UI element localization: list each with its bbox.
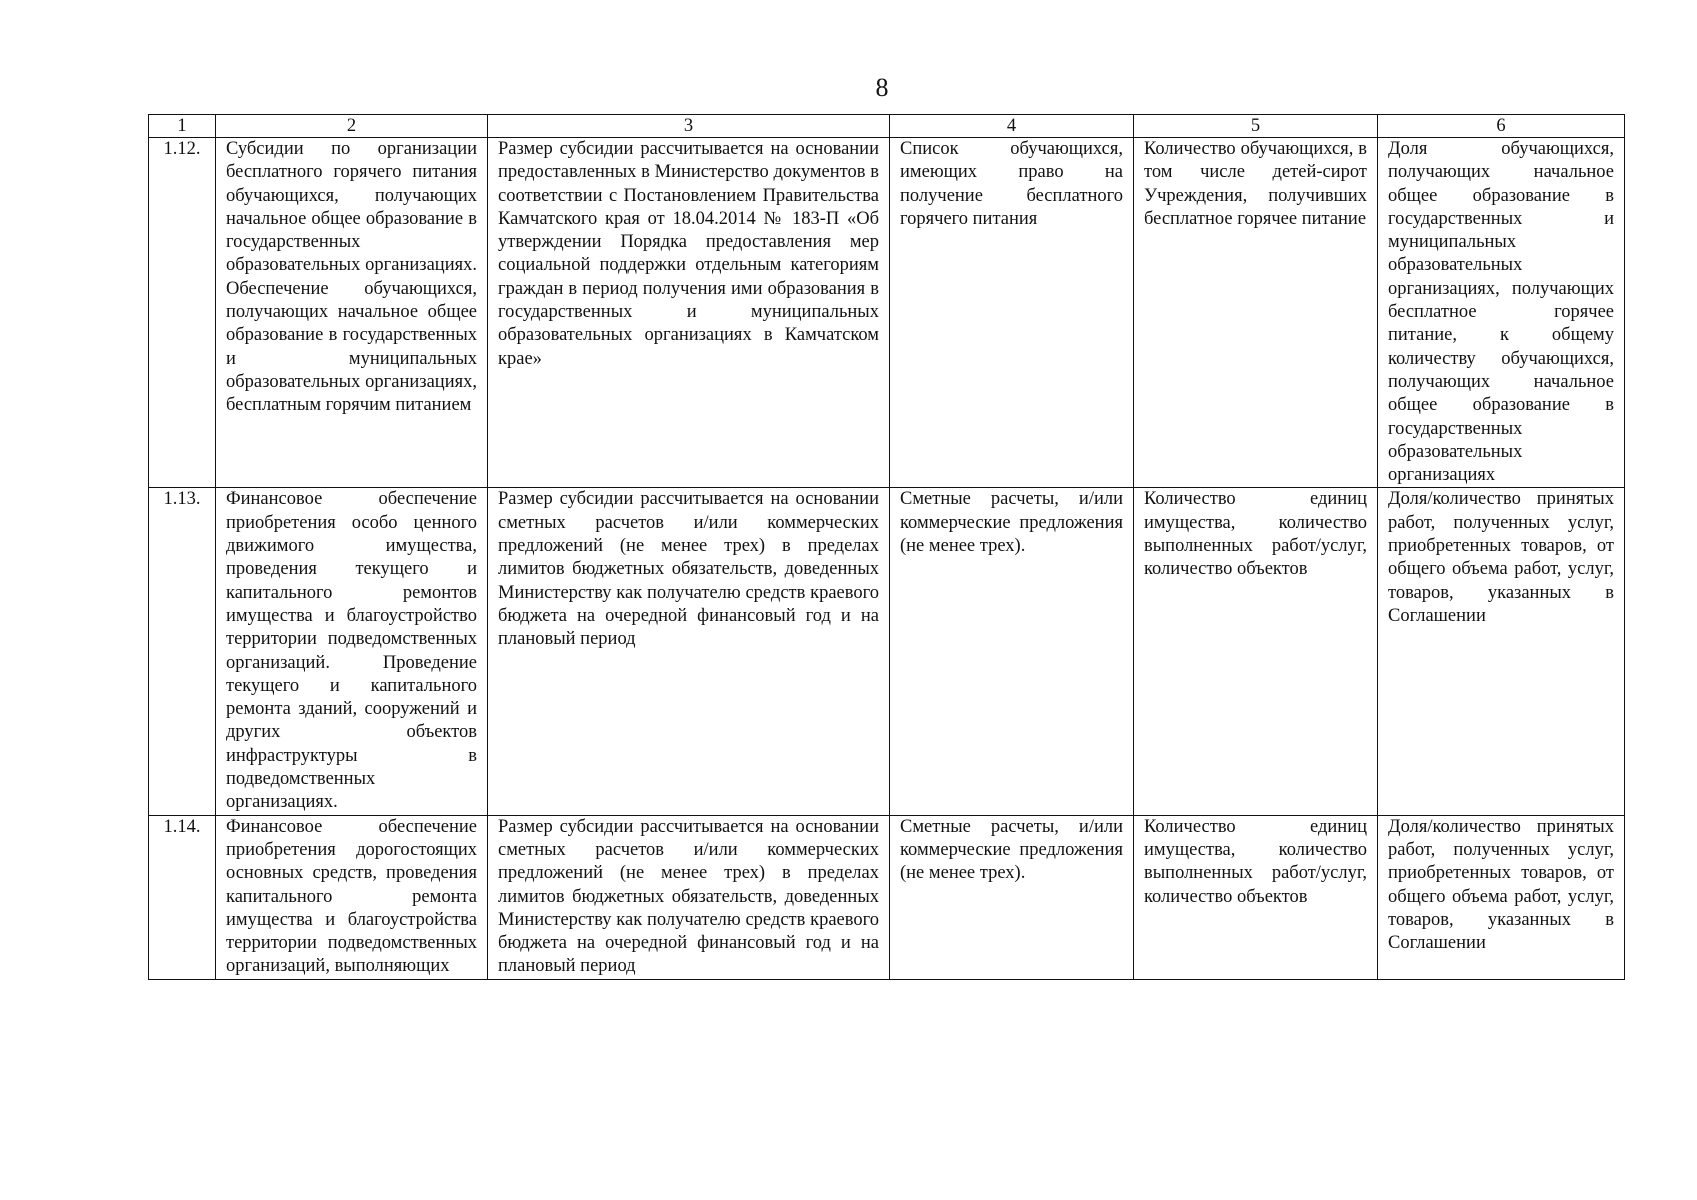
row-number: 1.12. [149,138,216,488]
row-number: 1.13. [149,488,216,815]
calculation-method-cell: Размер субсидии рассчитывается на основании сметных расчетов и/или коммерческих предложений (не менее трех) в пределах лимитов бюджетных обязательств, доведенных Министерству как получателю средств краевого бюджета на очередной финансовый год и на плановый период [488,488,890,815]
subsidy-purpose-cell [216,815,488,979]
subsidy-purpose-text: Финансовое обеспечение приобретения дорогостоящих основных средств, проведения капитального ремонта имущества и благоустройства территории подведомственных организаций, выполняющих [226,816,477,977]
row-number: 1.14. [149,815,216,979]
documents-cell: Сметные расчеты, и/или коммерческие предложения (не менее трех). [890,815,1134,979]
documents-cell: Список обучающихся, имеющих право на получение бесплатного горячего питания [890,138,1134,488]
subsidy-purpose-cell: Субсидии по организации бесплатного горячего питания обучающихся, получающих начальное общее образование в государственных образовательных организациях. Обеспечение обучающихся, получающих начальное общее образование в государственных и муниципальных образовательных организациях, бесплатным горячим питанием [216,138,488,488]
table-row [149,815,1625,979]
result-cell: Доля/количество принятых работ, полученных услуг, приобретенных товаров, от общего объема работ, услуг, товаров, указанных в Соглашении [1378,815,1625,979]
result-cell: Доля/количество принятых работ, полученных услуг, приобретенных товаров, от общего объема работ, услуг, товаров, указанных в Соглашении [1378,488,1625,815]
column-header: 2 [216,115,488,138]
subsidy-purpose-cell: Финансовое обеспечение приобретения особо ценного движимого имущества, проведения текущего и капитального ремонтов имущества и благоустройство территории подведомственных организаций. Проведение текущего и капитального ремонта зданий, сооружений и других объектов инфраструктуры в подведомственных организациях. [216,488,488,815]
column-header: 3 [488,115,890,138]
table-row [149,138,1625,488]
indicator-cell: Количество обучающихся, в том числе детей-сирот Учреждения, получивших бесплатное горячее питание [1134,138,1378,488]
column-header: 4 [890,115,1134,138]
column-header: 1 [149,115,216,138]
column-header: 6 [1378,115,1625,138]
column-header: 5 [1134,115,1378,138]
documents-cell: Сметные расчеты, и/или коммерческие предложения (не менее трех). [890,488,1134,815]
indicator-cell: Количество единиц имущества, количество выполненных работ/услуг, количество объектов [1134,488,1378,815]
page-number: 8 [875,73,889,102]
indicator-cell: Количество единиц имущества, количество выполненных работ/услуг, количество объектов [1134,815,1378,979]
calculation-method-cell: Размер субсидии рассчитывается на основании предоставленных в Министерство документов в соответствии с Постановлением Правительства Камчатского края от 18.04.2014 № 183-П «Об утверждении Порядка предоставления мер социальной поддержки отдельным категориям граждан в период получения ими образования в государственных и муниципальных образовательных организациях в Камчатском крае» [488,138,890,488]
table-row [149,488,1625,815]
table-header-row [149,115,1625,138]
calculation-method-text: Размер субсидии рассчитывается на основании сметных расчетов и/или коммерческих предложений (не менее трех) в пределах лимитов бюджетных обязательств, доведенных Министерству как получателю средств краевого бюджета на очередной финансовый год и на плановый период [498,816,879,977]
calculation-method-cell [488,815,890,979]
data-table [148,114,1625,980]
result-cell: Доля обучающихся, получающих начальное общее образование в государственных и муниципальных образовательных организациях, получающих бесплатное горячее питание, к общему количеству обучающихся, получающих начальное общее образование в государственных образовательных организациях [1378,138,1625,488]
